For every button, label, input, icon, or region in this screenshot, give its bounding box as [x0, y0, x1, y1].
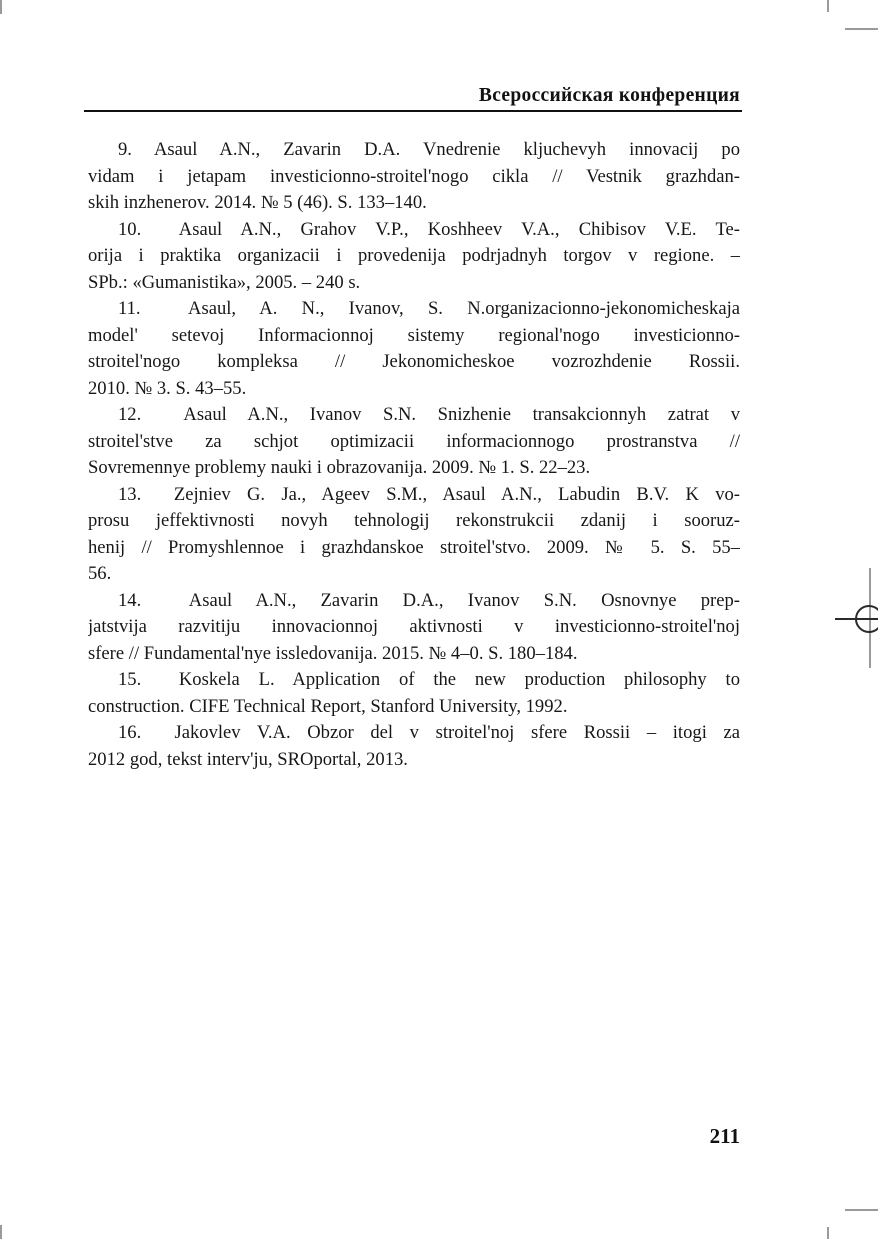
reference-line: 15. Koskela L. Application of the new production philosophy to — [118, 669, 740, 690]
reference-line: jatstvija razvitiju innovacionnoj aktivnosti v investicionno-stroitel'noj — [88, 616, 740, 637]
reference-line: 9. Asaul A.N., Zavarin D.A. Vnedrenie kljuchevyh innovacij po — [118, 139, 740, 160]
references-list — [88, 137, 740, 773]
registration-mark-circle-icon — [855, 605, 878, 633]
crop-mark-bottom-right-v-icon — [827, 1227, 829, 1239]
reference-item — [88, 482, 740, 588]
reference-line: 14. Asaul A.N., Zavarin D.A., Ivanov S.N. Osnovnye prep- — [118, 589, 740, 611]
reference-line: 56. — [88, 563, 112, 584]
reference-item — [88, 137, 740, 217]
reference-item — [88, 720, 740, 773]
reference-line: stroitel'stve za schjot optimizacii informacionnogo prostranstva // — [88, 430, 740, 452]
header-rule — [84, 110, 742, 112]
crop-mark-bottom-right-h-icon — [845, 1209, 878, 1211]
crop-mark-top-left-icon — [0, 0, 2, 14]
reference-line: stroitel'nogo kompleksa // Jekonomicheskoe vozrozhdenie Rossii. — [88, 351, 740, 372]
reference-line: 2010. № 3. S. 43–55. — [88, 377, 247, 399]
reference-line: sfere // Fundamental'nye issledovanija. 2015. № 4–0. S. 180–184. — [88, 642, 578, 664]
reference-line: Sovremennye problemy nauki i obrazovanija. 2009. № 1. S. 22–23. — [88, 457, 591, 478]
page-number: 211 — [709, 1124, 740, 1148]
reference-line: 12. Asaul A.N., Ivanov S.N. Snizhenie transakcionnyh zatrat v — [118, 404, 740, 425]
reference-line: 2012 god, tekst interv'ju, SROportal, 2013. — [88, 748, 408, 770]
reference-line: orija i praktika organizacii i provedenija podrjadnyh torgov v regione. – — [88, 245, 740, 266]
reference-item — [88, 217, 740, 297]
reference-item — [88, 296, 740, 402]
reference-line: henij // Promyshlennoe i grazhdanskoe stroitel'stvo. 2009. № 5. S. 55– — [88, 536, 740, 558]
reference-item — [88, 588, 740, 668]
reference-line: prosu jeffektivnosti novyh tehnologij rekonstrukcii zdanij i sooruz- — [88, 510, 740, 531]
reference-line: skih inzhenerov. 2014. № 5 (46). S. 133–140. — [88, 192, 427, 213]
reference-line: construction. CIFE Technical Report, Stanford University, 1992. — [88, 695, 568, 717]
reference-line: 16. Jakovlev V.A. Obzor del v stroitel'noj sfere Rossii – itogi za — [118, 722, 740, 743]
reference-line: vidam i jetapam investicionno-stroitel'nogo cikla // Vestnik grazhdan- — [88, 165, 740, 187]
reference-line: 11. Asaul, A. N., Ivanov, S. N.organizacionno-jekonomicheskaja — [118, 298, 740, 319]
crop-mark-top-right-h-icon — [845, 28, 878, 30]
reference-line: 10. Asaul A.N., Grahov V.P., Koshheev V.A., Chibisov V.E. Te- — [118, 218, 740, 240]
reference-item — [88, 402, 740, 482]
reference-line: SPb.: «Gumanistika», 2005. – 240 s. — [88, 271, 361, 293]
reference-line: 13. Zejniev G. Ja., Ageev S.M., Asaul A.N., Labudin B.V. K vo- — [118, 483, 740, 505]
running-header-title: Всероссийская конференция — [478, 85, 740, 106]
crop-mark-top-right-v-icon — [827, 0, 829, 12]
reference-line: model' setevoj Informacionnoj sistemy regional'nogo investicionno- — [88, 324, 740, 346]
reference-item — [88, 667, 740, 720]
crop-mark-bottom-left-icon — [0, 1225, 2, 1239]
